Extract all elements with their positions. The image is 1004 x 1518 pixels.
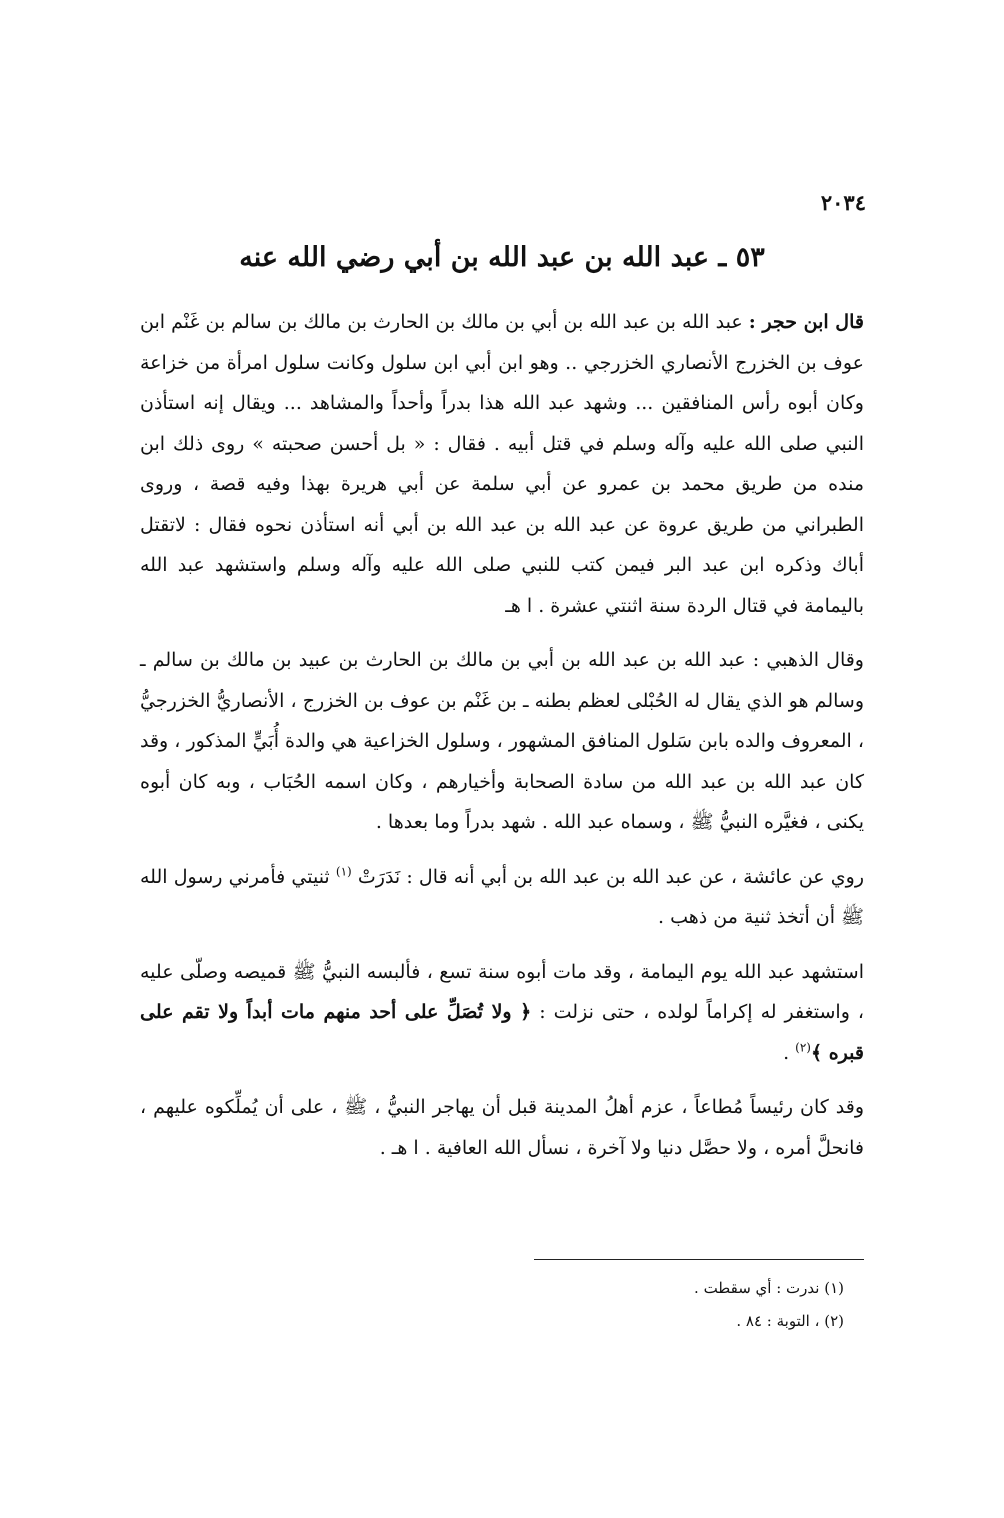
chapter-title: ٥٣ ـ عبد الله بن عبد الله بن أبي رضي الله عنه xyxy=(239,242,765,273)
paragraph-text: وقال الذهبي : عبد الله بن عبد الله بن أبي بن مالك بن الحارث بن عبيد بن مالك بن سالم ـ وسالم هو الذي يقال له الحُبْلى لعظم بطنه ـ بن غَنْم بن عوف بن الخزرج ، الأنصاريُّ الخزرجيُّ ، المعروف والده بابن سَلول المنافق المشهور ، وسلول الخزاعية هي والدة أُبَيٍّ المذكور ، وقد كان عبد الله بن عبد الله من سادة الصحابة وأخيارهم ، وكان اسمه الحُبَاب ، وبه كان أبوه يكنى ، فغيَّره النبيُّ ﷺ ، وسماه عبد الله . شهد بدراً وما بعدها . xyxy=(140,649,864,833)
paragraph-dhahabi xyxy=(140,640,864,843)
footnote-1: (١) ندرت : أي سقطت . xyxy=(694,1279,844,1297)
footnote-ref-2[interactable]: (٢) xyxy=(795,1040,811,1055)
footnote-divider xyxy=(534,1259,864,1260)
paragraph-text: . xyxy=(783,1041,790,1064)
paragraph-aisha xyxy=(140,857,864,938)
paragraph-yamama xyxy=(140,952,864,1074)
body-text xyxy=(140,302,864,1168)
speaker-label: قال ابن حجر : xyxy=(748,311,864,333)
footnotes xyxy=(420,1272,844,1338)
paragraph-ibn-hajar xyxy=(140,302,864,626)
paragraph-text: عبد الله بن عبد الله بن أبي بن مالك بن الحارث بن مالك بن سالم بن غَنْم ابن عوف بن الخزرج الأنصاري الخزرجي .. وهو ابن أبي ابن سلول وكانت سلول امرأة من خزاعة وكان أبوه رأس المنافقين ... وشهد عبد الله هذا بدراً وأحداً والمشاهد ... ويقال إنه استأذن النبي صلى الله عليه وآله وسلم في قتل أبيه . فقال : « بل أحسن صحبته » روى ذلك ابن منده من طريق محمد بن عمرو عن أبي سلمة عن أبي هريرة بهذا وفيه قصة ، وروى الطبراني من طريق عروة عن عبد الله بن عبد الله بن أبي أنه استأذن نحوه فقال : لاتقتل أباك وذكره ابن عبد البر فيمن كتب للنبي صلى الله عليه وآله وسلم واستشهد عبد الله باليمامة في قتال الردة سنة اثنتي عشرة . ا هـ xyxy=(140,311,864,617)
footnote-2: (٢) ، التوبة : ٨٤ . xyxy=(736,1312,844,1330)
quran-verse: ﴿ ولا تُصَلِّ على أحد منهم مات أبداً ولا تقم على قبره ﴾ xyxy=(140,1001,864,1064)
footnote-ref-1[interactable]: (١) xyxy=(335,864,352,879)
page-number: ٢٠٣٤ xyxy=(820,190,866,215)
paragraph-text: روي عن عائشة ، عن عبد الله بن عبد الله بن أبي أنه قال : نَدَرَتْ xyxy=(357,865,864,888)
paragraph-leader xyxy=(140,1087,864,1168)
paragraph-text: ثنيتي فأمرني رسول الله ﷺ أن أتخذ ثنية من ذهب . xyxy=(140,865,864,928)
paragraph-text: استشهد عبد الله يوم اليمامة ، وقد مات أبوه سنة تسع ، فألبسه النبيُّ ﷺ قميصه وصلّى عليه ، واستغفر له إكراماً لولده ، حتى نزلت : xyxy=(140,960,864,1023)
paragraph-text: وقد كان رئيساً مُطاعاً ، عزم أهلُ المدينة قبل أن يهاجر النبيُّ ، ﷺ ، على أن يُملِّكوه عليهم ، فانحلَّ أمره ، ولا حصَّل دنيا ولا آخرة ، نسأل الله العافية . ا هـ . xyxy=(140,1096,864,1159)
